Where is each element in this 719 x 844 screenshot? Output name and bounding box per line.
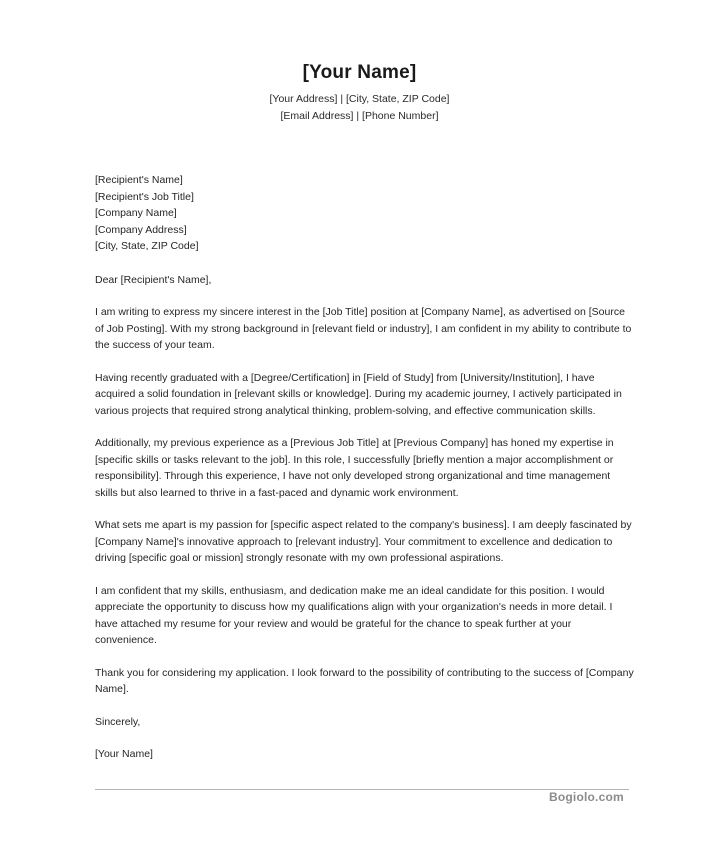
sender-contact-line: [Email Address] | [Phone Number] xyxy=(280,109,439,122)
paragraph-passion: What sets me apart is my passion for [specific aspect related to the company's business]. I am deeply fascinated by [Company Name]'s innovative approach to [relevant industry]. Your commitment to excellence and dedication to driving [specific goal or mission] strongly resonate with my own professional aspirations. xyxy=(95,519,632,564)
salutation: Dear [Recipient's Name], xyxy=(95,273,212,286)
signature-name: [Your Name] xyxy=(95,748,153,760)
letter-header xyxy=(0,61,719,124)
recipient-company-address: [Company Address] xyxy=(95,223,187,236)
sender-name: [Your Name] xyxy=(302,62,417,83)
recipient-city-state-zip: [City, State, ZIP Code] xyxy=(95,240,199,252)
recipient-name: [Recipient's Name] xyxy=(95,174,183,186)
recipient-job-title: [Recipient's Job Title] xyxy=(95,190,194,203)
recipient-company-name: [Company Name] xyxy=(95,207,177,219)
paragraph-thanks: Thank you for considering my application. I look forward to the possibility of contributing to the success of [Company Name]. xyxy=(95,666,634,695)
paragraph-confidence: I am confident that my skills, enthusiasm, and dedication make me an ideal candidate for this position. I would appreciate the opportunity to discuss how my qualifications align with your organization's needs in more detail. I have attached my resume for your review and would be grateful for the chance to speak further at your convenience. xyxy=(95,584,613,646)
brand-watermark: Bogiolo.com xyxy=(549,790,624,804)
paragraph-intro: I am writing to express my sincere interest in the [Job Title] position at [Company Name], as advertised on [Source of Job Posting]. With my strong background in [relevant field or industry], I am confident in my ability to contribute to the success of your team. xyxy=(95,306,632,351)
sender-address-line: [Your Address] | [City, State, ZIP Code] xyxy=(269,93,450,105)
recipient-block xyxy=(95,172,635,255)
letter-body xyxy=(95,172,635,763)
paragraph-experience: Additionally, my previous experience as a [Previous Job Title] at [Previous Company] has honed my expertise in [specific skills or tasks relevant to the job]. In this role, I successfully [briefly mention a major accomplishment or responsibility]. Through this experience, I have not only developed strong organizational and time management skills but also learned to thrive in a fast-paced and dynamic work environment. xyxy=(95,437,614,499)
paragraph-education: Having recently graduated with a [Degree/Certification] in [Field of Study] from [University/Institution], I have acquired a solid foundation in [relevant skills or knowledge]. During my academic journey, I actively participated in various projects that required strong analytical thinking, problem-solving, and effective communication skills. xyxy=(95,371,622,417)
closing: Sincerely, xyxy=(95,715,141,728)
